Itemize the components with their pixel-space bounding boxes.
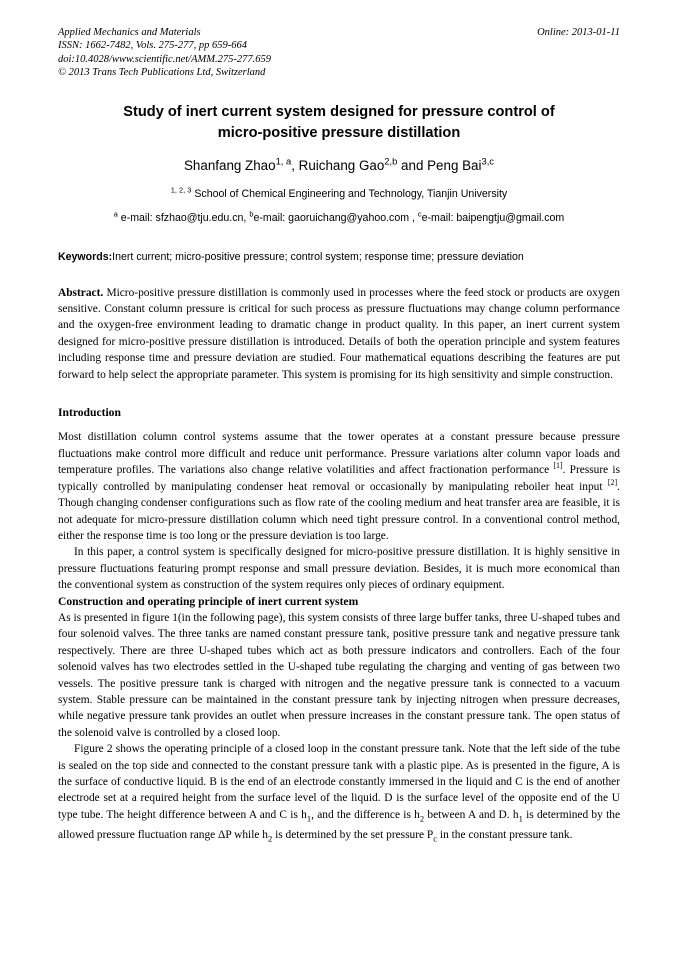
email-b-marker: b	[249, 209, 254, 219]
doi-line: doi:10.4028/www.scientific.net/AMM.275-277.659	[58, 53, 271, 65]
author-3-name: Peng Bai	[427, 157, 482, 173]
email-c-marker: c	[417, 209, 422, 219]
keywords	[58, 250, 620, 265]
author-1-name: Shanfang Zhao	[184, 157, 276, 173]
author-2-name: Ruichang Gao	[298, 157, 385, 173]
abstract-label: Abstract.	[58, 286, 104, 299]
citation-ref: [1]	[553, 461, 563, 471]
keywords-value: Inert current; micro-positive pressure; control system; response time; pressure deviation	[112, 250, 524, 263]
online-date: Online: 2013-01-11	[537, 27, 620, 38]
header-right	[537, 26, 620, 39]
header-left	[58, 26, 271, 80]
author-sep-2: and	[397, 157, 428, 173]
author-3-affil-marker: 3,c	[481, 156, 494, 167]
issn-line: ISSN: 1662-7482, Vols. 275-277, pp 659-664	[58, 40, 247, 52]
abstract	[58, 285, 620, 383]
email-list	[58, 211, 620, 226]
journal-name: Applied Mechanics and Materials	[58, 27, 201, 38]
author-sep-1: ,	[291, 157, 299, 173]
affiliation-text: School of Chemical Engineering and Technology, Tianjin University	[194, 187, 508, 200]
copyright-line: © 2013 Trans Tech Publications Ltd, Switzerland	[58, 67, 266, 79]
author-1-affil-marker: 1, a	[275, 156, 292, 167]
email-c: e-mail: baipengtju@gmail.com	[421, 211, 565, 224]
page-header	[58, 26, 620, 80]
author-list	[58, 157, 620, 175]
section-heading-introduction: Introduction	[58, 406, 121, 420]
keywords-label: Keywords:	[58, 250, 113, 263]
paragraph-intro-2: In this paper, a control system is specifically designed for micro-positive pressure distillation. It is highly sensitive in pressure fluctuations featuring prompt response and small pressure deviation. Besides, it is much more economical than the conventional system as construction of the system requires only pieces of ordinary equipment.	[58, 546, 620, 592]
paragraph-construction-2: Figure 2 shows the operating principle of a closed loop in the constant pressure tank. Note that the left side of the tube is sealed on the top side and connected to the constant pressure tank with a plastic pipe. As is presented in the figure, A is the surface of conductive liquid. B is the end of an electrode constantly immersed in the liquid and C is the end of another electrode set at a required height from the surface level of the liquid. D is the surface level of the opposite end of the U type tube. The height difference between A and C is $h_1$, and the difference is $h_2$ between A and D. $h_1$ is determined by the allowed pressure fluctuation range ΔP while $h_2$ is determined by the set pressure $P_c$ in the constant pressure tank.	[58, 743, 621, 843]
affiliation-marker: 1, 2, 3	[170, 185, 192, 195]
affiliation	[58, 187, 620, 202]
page-title	[58, 102, 620, 144]
title-line-2: micro-positive pressure distillation	[217, 124, 461, 141]
title-line-1: Study of inert current system designed for pressure control of	[123, 103, 555, 120]
email-a: e-mail: sfzhao@tju.edu.cn,	[120, 211, 250, 224]
section-heading-construction: Construction and operating principle of inert current system	[58, 594, 359, 608]
paragraph-construction-1: As is presented in figure 1(in the following page), this system consists of three large buffer tanks, three U-shaped tubes and four solenoid valves. The three tanks are named constant pressure tank, positive pressure tank and negative pressure tank respectively. There are three U-shaped tubes which act as both pressure indicators and controllers. Each of the four solenoid valves has two electrodes settled in the U-shaped tube regulating the charging and venting of gas between two vessels. The positive pressure tank is charged with nitrogen and the negative pressure tank is connected to a vacuum system. Stable pressure can be maintained in the constant pressure tank by injecting nitrogen when pressure decreases, while negative pressure tank provides an outlet when pressure increases in the constant pressure tank. The open status of the solenoid valve is controlled by a closed loop.	[58, 611, 621, 739]
paragraph-intro-1: Most distillation column control systems assume that the tower operates at a constant pressure because pressure fluctuations make control more difficult and reduce unit performance. Pressure variations alter column vapor loads and temperature profiles. The variations also change relative volatilities and affect fractionation performance [1]. Pressure is typically controlled by manipulating condenser heat removal or occasionally by manipulating reboiler heat input [2]. Though changing condenser configurations such as flow rate of the cooling medium and heat transfer area are feasible, it is not adequate for micro-pressure distillation column which need tight pressure control. In a conventional control method, either the response time is too long or the pressure deviation is too large.	[58, 431, 620, 542]
author-2-affil-marker: 2,b	[384, 156, 398, 167]
abstract-text: Micro-positive pressure distillation is commonly used in processes where the feed stock or products are oxygen sensitive. Constant column pressure is critical for such process as pressure fluctuations may change column performance and the oxygen-free environment leading to dramatic change in product quality. In this paper, an inert current system designed for micro-positive pressure distillation is introduced. Details of both the operation principle and system features including response time and pressure deviation are studied. Four mathematical equations describing the features are put forward to help select the appropriate parameter. This system is promising for its high sensitivity and simple construction.	[58, 286, 620, 381]
email-a-marker: a	[113, 209, 118, 219]
citation-ref: [2]	[607, 477, 618, 487]
email-b: e-mail: gaoruichang@yahoo.com ,	[253, 211, 418, 224]
